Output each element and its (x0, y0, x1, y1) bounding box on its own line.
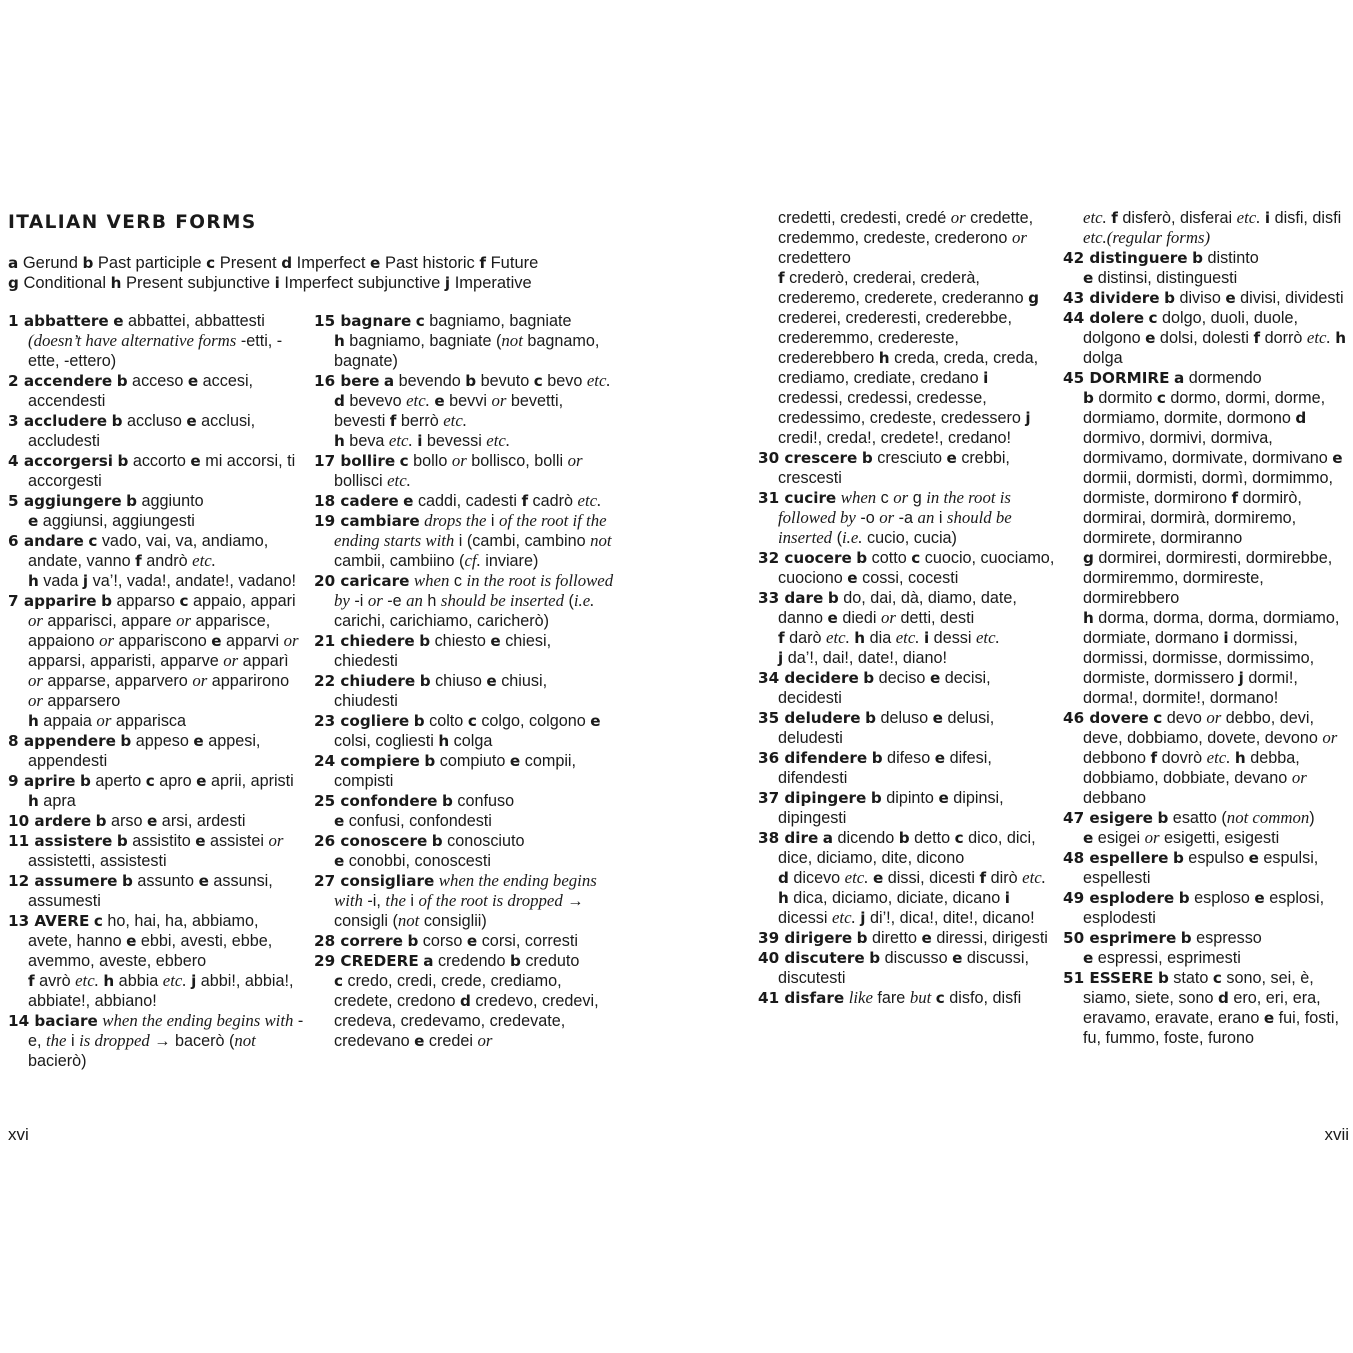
verb-entry: 10 ardere b arso e arsi, ardesti (8, 812, 246, 830)
page-title: ITALIAN VERB FORMS (8, 212, 257, 233)
verb-entry-continuation: etc. f disferò, disferai etc. i disfi, disfi etc.(regular forms) (1083, 208, 1342, 247)
verb-entry: 2 accendere b acceso e accesi, accendesti (8, 372, 254, 410)
verb-entry: 28 correre b corso e corsi, corresti (314, 932, 578, 950)
verb-form-legend (8, 253, 618, 293)
verb-entry: 41 disfare like fare but c disfo, disfi (758, 988, 1022, 1007)
verb-entry: 29 CREDERE a credendo b creduto c credo, credi, crede, crediamo, credete, credono d credevo, credevi, credeva, credevamo, credevate, credevano e credei or (314, 952, 599, 1050)
verb-entry: 11 assistere b assistito e assistei or assistetti, assistesti (8, 831, 284, 870)
verb-entry: 48 espellere b espulso e espulsi, espellesti (1063, 849, 1319, 887)
verb-entry: 13 AVERE c ho, hai, ha, abbiamo, avete, hanno e ebbi, avesti, ebbe, avemmo, aveste, ebbero f avrò etc. h abbia etc. j abbi!, abbia!, abbiate!, abbiano! (8, 912, 294, 1010)
verb-entry: 38 dire a dicendo b detto c dico, dici, dice, diciamo, dite, dicono d dicevo etc. e dissi, dicesti f dirò etc. h dica, diciamo, diciate, dicano i dicessi etc. j di’!, dica!, dite!, dicano! (758, 829, 1046, 927)
verb-entry: 35 deludere b deluso e delusi, deludesti (758, 709, 995, 747)
verb-entry: 42 distinguere b distinto e distinsi, distinguesti (1063, 249, 1259, 287)
verb-entry: 5 aggiungere b aggiunto e aggiunsi, aggiungesti (8, 492, 204, 530)
verb-column-2 (314, 311, 614, 1051)
verb-entry: 39 dirigere b diretto e diressi, dirigesti (758, 929, 1048, 947)
verb-column-3 (758, 208, 1056, 1008)
verb-entry-continuation: credetti, credesti, credé or credette, credemmo, credeste, crederono or credettero f crederò, crederai, crederà, crederemo, crederete, crederanno g crederei, crederesti, crederebbe, crederemmo, credereste, crederebbero h creda, creda, creda, crediamo, crediate, credano i credessi, credessi, credesse, credessimo, credeste, credessero j credi!, creda!, credete!, credano! (778, 208, 1040, 447)
verb-entry: 43 dividere b diviso e divisi, dividesti (1063, 289, 1344, 307)
verb-entry: 32 cuocere b cotto c cuocio, cuociamo, cuociono e cossi, cocesti (758, 549, 1055, 587)
verb-entry: 17 bollire c bollo or bollisco, bolli or bollisci etc. (314, 451, 583, 490)
verb-entry: 20 caricare when c in the root is followed by -i or -e an h should be inserted (i.e. carichi, carichiamo, caricherò) (314, 571, 614, 630)
verb-entry: 23 cogliere b colto c colgo, colgono e colsi, cogliesti h colga (314, 712, 601, 750)
verb-entry: 14 baciare when the ending begins with -e, the i is dropped → bacerò (not bacierò) (8, 1011, 304, 1070)
verb-entry: 30 crescere b cresciuto e crebbi, crescesti (758, 449, 1010, 487)
verb-entry: 45 DORMIRE a dormendo b dormito c dormo, dormi, dorme, dormiamo, dormite, dormono d dormivo, dormivi, dormiva, dormivamo, dormivate, dormivano e dormii, dormisti, dormì, dormimmo, dormiste, dormirono f dormirò, dormirai, dormirà, dormiremo, dormirete, dormiranno g dormirei, dormiresti, dormirebbe, dormiremmo, dormireste, dormirebbero h dorma, dorma, dorma, dormiamo, dormiate, dormano i dormissi, dormissi, dormisse, dormissimo, dormiste, dormissero j dormi!, dorma!, dormite!, dormano! (1063, 369, 1343, 707)
verb-entry: 6 andare c vado, vai, va, andiamo, andate, vanno f andrò etc. h vada j va’!, vada!, andate!, vadano! (8, 532, 297, 590)
verb-entry: 16 bere a bevendo b bevuto c bevo etc. d bevevo etc. e bevvi or bevetti, bevesti f berrò etc. h beva etc. i bevessi etc. (314, 371, 611, 450)
legend-line: a Gerund b Past participle c Present d Imperfect e Past historic f Future (8, 254, 539, 272)
verb-entry: 4 accorgersi b accorto e mi accorsi, ti accorgesti (8, 452, 296, 490)
verb-entry: 9 aprire b aperto c apro e aprii, apristi h apra (8, 772, 294, 810)
verb-entry: 49 esplodere b esploso e esplosi, esplodesti (1063, 889, 1325, 927)
verb-entry: 36 difendere b difeso e difesi, difendesti (758, 749, 992, 787)
verb-entry: 34 decidere b deciso e decisi, decidesti (758, 669, 991, 707)
verb-entry: 25 confondere b confuso e confusi, confondesti (314, 792, 515, 830)
verb-column-1 (8, 311, 306, 1071)
verb-entry: 37 dipingere b dipinto e dipinsi, dipingesti (758, 789, 1004, 827)
verb-entry: 18 cadere e caddi, cadesti f cadrò etc. (314, 491, 602, 510)
verb-entry: 3 accludere b accluso e acclusi, accludesti (8, 412, 256, 450)
verb-entry: 7 apparire b apparso c appaio, appari or apparisci, appare or apparisce, appaiono or appariscono e apparvi or apparsi, apparisti, apparve or apparì or apparse, apparvero or apparirono or apparsero h appaia or apparisca (8, 592, 299, 730)
verb-entry: 47 esigere b esatto (not common) e esigei or esigetti, esigesti (1063, 808, 1315, 847)
verb-entry: 31 cucire when c or g in the root is followed by -o or -a an i should be inserted (i.e. cucio, cucia) (758, 488, 1012, 547)
verb-entry: 26 conoscere b conosciuto e conobbi, conoscesti (314, 832, 525, 870)
verb-entry: 8 appendere b appeso e appesi, appendesti (8, 732, 261, 770)
page-number-left: xvi (8, 1125, 29, 1144)
verb-entry: 24 compiere b compiuto e compii, compisti (314, 752, 577, 790)
verb-entry: 21 chiedere b chiesto e chiesi, chiedesti (314, 632, 552, 670)
verb-entry: 27 consigliare when the ending begins with -i, the i of the root is dropped → consigli (not consiglii) (314, 871, 597, 930)
verb-entry: 44 dolere c dolgo, duoli, duole, dolgono e dolsi, dolesti f dorrò etc. h dolga (1063, 309, 1346, 367)
verb-column-4 (1063, 208, 1353, 1048)
verb-entry: 15 bagnare c bagniamo, bagniate h bagniamo, bagniate (not bagnamo, bagnate) (314, 312, 600, 370)
verb-entry: 1 abbattere e abbattei, abbattesti (doesn’t have alternative forms -etti, -ette, -ettero) (8, 312, 283, 370)
verb-entry: 33 dare b do, dai, dà, diamo, date, danno e diedi or detti, desti f darò etc. h dia etc. i dessi etc. j da’!, dai!, date!, diano! (758, 589, 1017, 667)
verb-entry: 22 chiudere b chiuso e chiusi, chiudesti (314, 672, 548, 710)
legend-line: g Conditional h Present subjunctive i Imperfect subjunctive j Imperative (8, 274, 532, 292)
verb-entry: 51 ESSERE b stato c sono, sei, è, siamo, siete, sono d ero, eri, era, eravamo, eravate, erano e fui, fosti, fu, fummo, foste, furono (1063, 969, 1339, 1047)
verb-entry: 19 cambiare drops the i of the root if the ending starts with i (cambi, cambino not cambii, cambiino (cf. inviare) (314, 511, 612, 570)
page-number-right: xvii (1324, 1125, 1349, 1144)
verb-entry: 12 assumere b assunto e assunsi, assumesti (8, 872, 273, 910)
verb-entry: 50 esprimere b espresso e espressi, esprimesti (1063, 929, 1262, 967)
verb-entry: 46 dovere c devo or debbo, devi, deve, dobbiamo, dovete, devono or debbono f dovrò etc. h debba, dobbiamo, dobbiate, devano or debbano (1063, 708, 1338, 807)
verb-entry: 40 discutere b discusso e discussi, discutesti (758, 949, 1029, 987)
